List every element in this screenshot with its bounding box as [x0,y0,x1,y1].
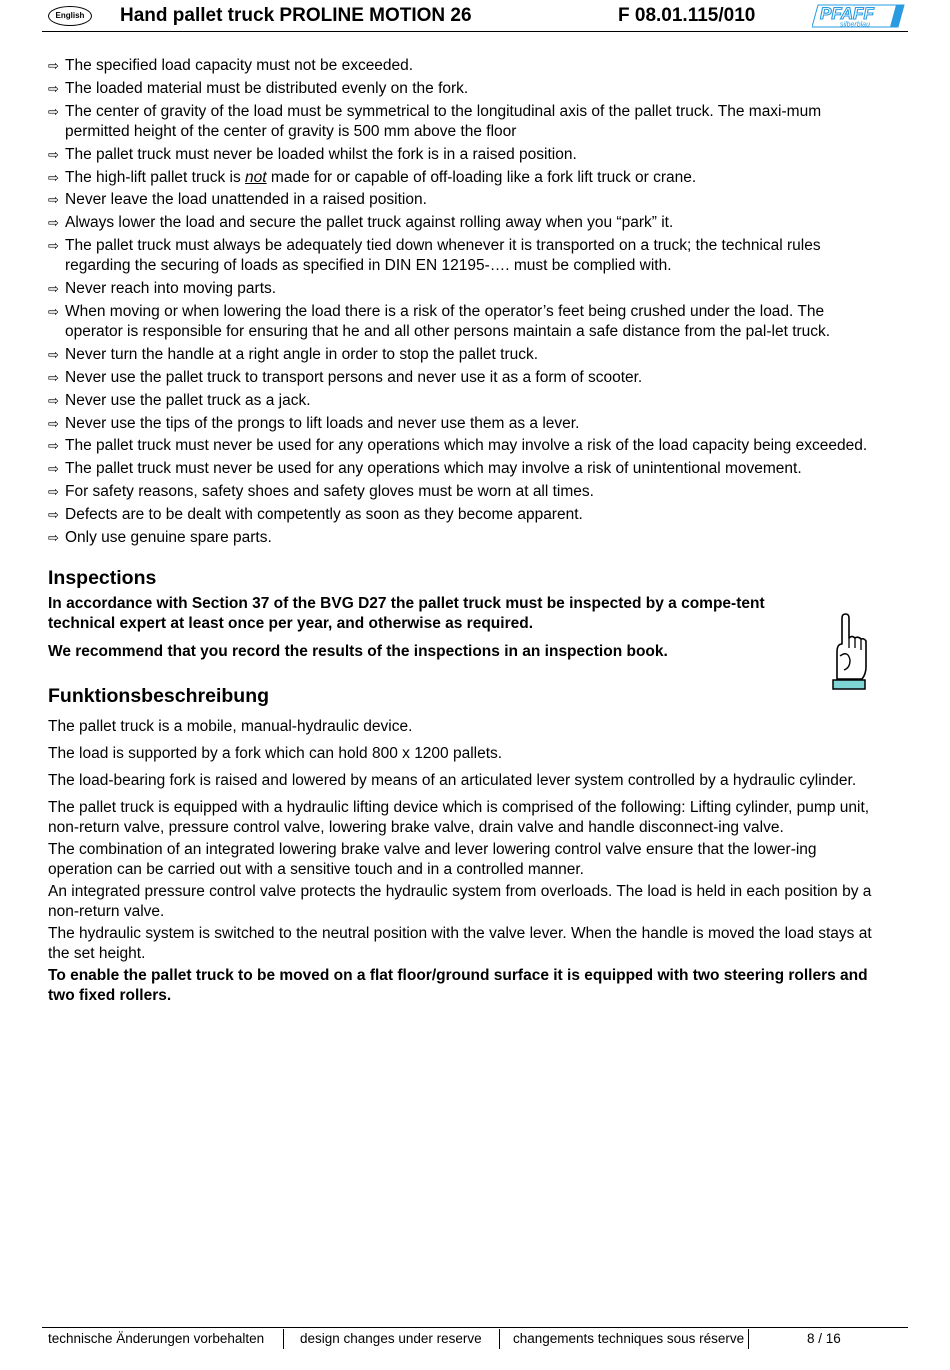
function-paragraph: The load is supported by a fork which can hold 800 x 1200 pallets. [48,745,503,763]
function-paragraph: The combination of an integrated lowering brake valve and lever lowering control valve ensure that the lower-ing operation can be carried out with a sensitive touch and in a controlled manner. [48,841,817,879]
arrow-right-icon: ⇨ [48,461,59,477]
list-item: ⇨ Never reach into moving parts. [48,280,277,298]
function-paragraph: The load-bearing fork is raised and lowered by means of an articulated lever system controlled by a hydraulic cylinder. [48,772,857,790]
arrow-right-icon: ⇨ [48,281,59,297]
list-item: ⇨ The pallet truck must never be used for any operations which may involve a risk of unintentional movement. [48,460,802,478]
emphasis-not: not [245,168,267,186]
arrow-right-icon: ⇨ [48,192,59,208]
inspections-heading: Inspections [48,567,157,590]
language-badge: English [48,6,92,26]
page-content [48,56,878,1006]
arrow-right-icon: ⇨ [48,238,59,254]
list-item: ⇨ Only use genuine spare parts. [48,529,272,547]
list-item: ⇨ For safety reasons, safety shoes and safety gloves must be worn at all times. [48,483,594,501]
arrow-right-icon: ⇨ [48,80,59,96]
page-number: 8 / 16 [807,1331,841,1346]
footer-divider [748,1329,749,1349]
arrow-right-icon: ⇨ [48,438,59,454]
footer-english: design changes under reserve [300,1331,482,1346]
function-paragraph-bold: To enable the pallet truck to be moved on a flat floor/ground surface it is equipped with two steering rollers and two fixed rollers. [48,967,868,1005]
footer-divider [283,1329,284,1349]
safety-bullet-list [48,56,878,548]
arrow-right-icon: ⇨ [48,146,59,162]
page-header [42,0,908,32]
footer-divider [499,1329,500,1349]
list-item: ⇨ Never use the pallet truck to transport persons and never use it as a form of scooter. [48,368,643,386]
list-item: ⇨ The specified load capacity must not be exceeded. [48,57,414,74]
inspections-section [48,594,808,662]
arrow-right-icon: ⇨ [48,215,59,231]
list-item: ⇨ The pallet truck must never be used for any operations which may involve a risk of the load capacity being exceeded. [48,437,868,455]
svg-text:silberblau: silberblau [840,21,870,29]
list-item: ⇨ Never use the tips of the prongs to lift loads and never use them as a lever. [48,414,580,432]
function-heading: Funktionsbeschreibung [48,685,270,708]
arrow-right-icon: ⇨ [48,169,59,185]
arrow-right-icon: ⇨ [48,369,59,385]
pfaff-logo [812,3,906,29]
arrow-right-icon: ⇨ [48,415,59,431]
inspections-paragraph: In accordance with Section 37 of the BVG D27 the pallet truck must be inspected by a compe-tent technical expert at least once per year, and otherwise as required. [48,595,765,633]
arrow-right-icon: ⇨ [48,484,59,500]
list-item: ⇨ The high-lift pallet truck is not made for or capable of off-loading like a fork lift truck or crane. [48,168,697,186]
arrow-right-icon: ⇨ [48,392,59,408]
list-item: ⇨ The pallet truck must always be adequately tied down whenever it is transported on a truck; the technical rules regarding the securing of loads as specified in DIN EN 12195-…. must be complied with. [48,237,821,275]
function-paragraph: The pallet truck is equipped with a hydraulic lifting device which is comprised of the following: Lifting cylinder, pump unit, non-return valve, pressure control valve, lowering brake valve, drain valve and handle disconnect-ing valve. [48,799,870,837]
function-paragraph: The pallet truck is a mobile, manual-hydraulic device. [48,718,413,736]
list-item: ⇨ Always lower the load and secure the pallet truck against rolling away when you “park” it. [48,214,674,232]
arrow-right-icon: ⇨ [48,346,59,362]
page-footer [42,1327,908,1350]
pointing-hand-icon [826,612,866,692]
arrow-right-icon: ⇨ [48,58,59,73]
list-item: ⇨ The pallet truck must never be loaded whilst the fork is in a raised position. [48,145,577,163]
list-item: ⇨ The center of gravity of the load must be symmetrical to the longitudinal axis of the pallet truck. The maxi-mum permitted height of the center of gravity is 500 mm above the floor [48,102,822,140]
list-item: ⇨ Never use the pallet truck as a jack. [48,391,311,409]
list-item: ⇨ When moving or when lowering the load there is a risk of the operator’s feet being crushed under the load. The operator is responsible for ensuring that he and all other persons maintain a safe distance from the pal-let truck. [48,303,831,341]
footer-german: technische Änderungen vorbehalten [48,1331,265,1346]
function-paragraph: An integrated pressure control valve protects the hydraulic system from overloads. The load is held in each position by a non-return valve. [48,883,872,921]
footer-french: changements techniques sous réserve [513,1331,745,1346]
list-item: ⇨ Defects are to be dealt with competently as soon as they become apparent. [48,506,583,524]
document-number: F 08.01.115/010 [618,5,756,26]
arrow-right-icon: ⇨ [48,304,59,320]
function-paragraph: The hydraulic system is switched to the neutral position with the valve lever. When the handle is moved the load stays at the set height. [48,925,872,963]
list-item: ⇨ The loaded material must be distributed evenly on the fork. [48,79,469,97]
function-section [48,717,878,1006]
arrow-right-icon: ⇨ [48,103,59,119]
list-item: ⇨ Never turn the handle at a right angle in order to stop the pallet truck. [48,345,539,363]
inspections-recommendation: We recommend that you record the results of the inspections in an inspection book. [48,643,668,661]
list-item: ⇨ Never leave the load unattended in a raised position. [48,191,427,209]
svg-text:PFAFF: PFAFF [820,4,874,23]
arrow-right-icon: ⇨ [48,530,59,546]
arrow-right-icon: ⇨ [48,507,59,523]
document-title: Hand pallet truck PROLINE MOTION 26 [120,5,472,26]
